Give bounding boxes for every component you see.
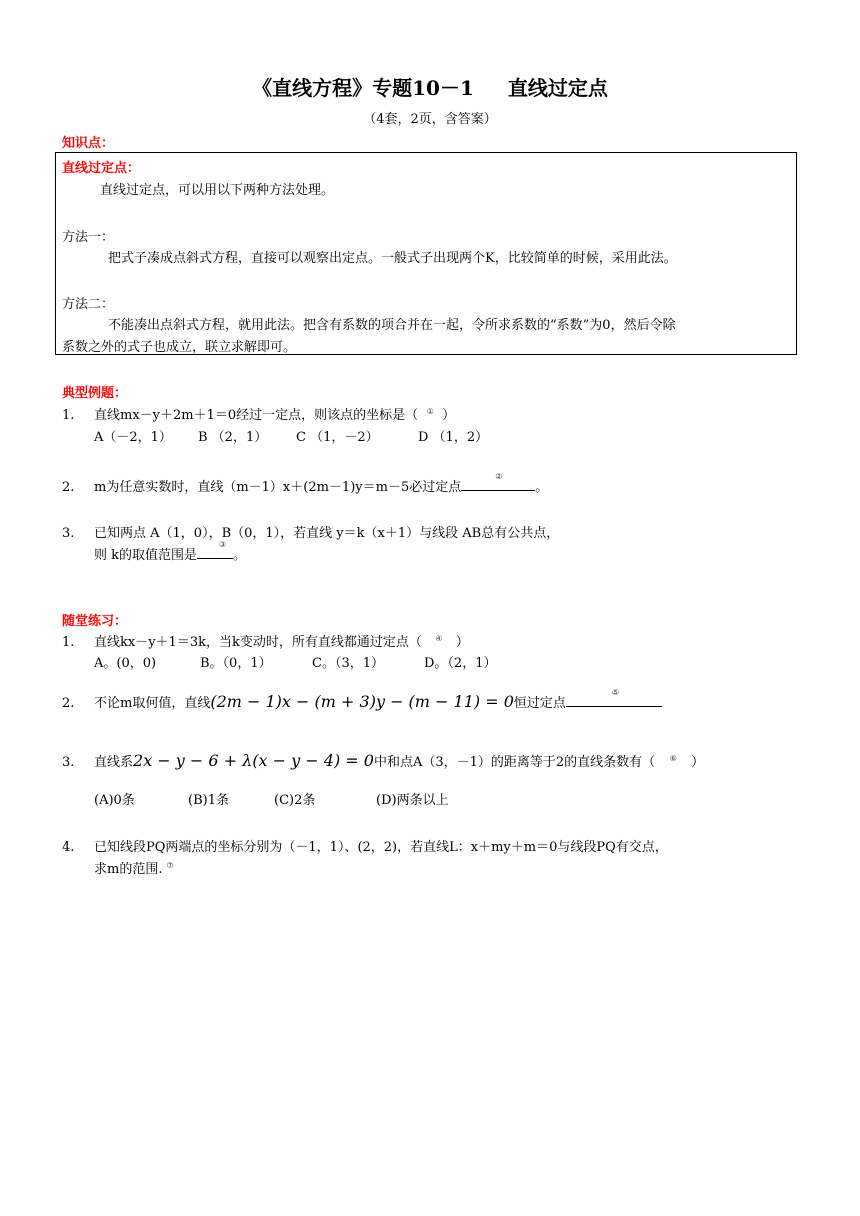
example-1-option-b: B （2，1） [198,430,268,445]
practice-2-post: 恒过定点 [513,696,566,711]
example-1 [62,404,455,423]
practice-3-mark: ⑥ [669,753,677,763]
practice-1 [62,631,469,650]
example-3-line2 [94,540,247,563]
example-2 [62,472,549,495]
practice-2-number: 2. [62,696,75,711]
practice-3-options [94,789,449,808]
knowledge-box-heading: 直线过定点： [62,161,141,176]
practice-2-equation: (2m − 1)x − (m + 3)y − (m − 11) = 0 [210,692,514,711]
example-1-text: 直线mx－y＋2m＋1＝0经过一定点，则该点的坐标是（ [94,408,419,423]
example-2-end: 。 [535,480,549,495]
practice-3 [62,751,704,770]
example-2-text: m为任意实数时，直线（m－1）x＋(2m－1)y＝m－5必过定点 [94,480,462,495]
method2-label: 方法二： [62,297,115,312]
practice-heading: 随堂练习： [62,614,128,629]
practice-3-option-b: (B)1条 [188,793,229,808]
example-3-number: 3. [62,526,75,541]
practice-3-post: 中和点A（3，－1）的距离等于2的直线条数有（ [373,755,656,770]
practice-3-option-a: (A)0条 [94,793,135,808]
practice-1-option-b: B。（0，1） [200,656,272,671]
practice-4-text2: 求m的范围. [94,862,163,877]
method2-text-line1: 不能凑出点斜式方程，就用此法。把含有系数的项合并在一起，令所求系数的“系数”为0，然后令除 [108,318,676,333]
practice-1-option-d: D。（2，1） [424,656,497,671]
knowledge-intro: 直线过定点，可以用以下两种方法处理。 [100,183,335,198]
practice-4-line2 [94,858,174,877]
practice-3-option-c: (C)2条 [274,793,316,808]
title-main: 《直线方程》专题10－1 [252,76,474,100]
practice-4 [62,836,668,855]
practice-2 [62,688,662,711]
practice-4-text: 已知线段PQ两端点的坐标分别为（－1，1）、(2，2)，若直线L：x＋my＋m＝0与线段PQ有交点， [94,840,668,855]
example-2-number: 2. [62,480,75,495]
practice-2-mark: ⑤ [611,688,620,697]
practice-3-number: 3. [62,755,75,770]
knowledge-heading: 知识点： [62,136,115,151]
example-2-blank [461,472,535,491]
example-3-text2: 则 k的取值范围是 [94,548,198,563]
practice-1-close: ） [455,635,469,650]
page-title [0,72,860,101]
example-1-close: ） [442,408,456,423]
example-1-number: 1. [62,408,75,423]
practice-4-mark: ⑦ [166,860,174,870]
knowledge-box [55,152,797,355]
practice-3-pre: 直线系 [94,755,134,770]
practice-1-number: 1. [62,635,75,650]
method1-label: 方法一： [62,230,115,245]
example-3-text: 已知两点 A（1，0），B（0，1），若直线 y＝k（x＋1）与线段 AB总有公共点， [94,526,560,541]
method2-text-line2: 系数之外的式子也成立，联立求解即可。 [62,340,297,355]
example-2-mark: ② [495,472,503,481]
example-1-option-a: A（－2，1） [94,430,172,445]
practice-1-mark: ④ [435,633,443,643]
practice-1-text: 直线kx－y＋1＝3k，当k变动时，所有直线都通过定点（ [94,635,422,650]
practice-4-number: 4. [62,840,75,855]
practice-2-blank [566,688,662,707]
example-1-mark: ① [426,406,434,416]
practice-2-pre: 不论m取何值，直线 [94,696,211,711]
title-sub: 直线过定点 [507,76,608,100]
page-subtitle: （4套，2页，含答案） [363,112,497,127]
method1-text: 把式子凑成点斜式方程，直接可以观察出定点。一般式子出现两个K，比较简单的时候，采用此法。 [108,251,677,266]
practice-3-close: ） [691,755,705,770]
practice-3-option-d: (D)两条以上 [376,793,449,808]
example-3-end: 。 [233,548,247,563]
example-3-blank [197,540,233,559]
example-3 [62,522,559,541]
practice-1-option-a: A。(0，0) [94,656,157,671]
practice-1-option-c: C。（3，1） [312,656,384,671]
practice-3-equation: 2x − y − 6 + λ(x − y − 4) = 0 [133,751,374,770]
practice-1-options [94,652,496,671]
example-1-option-c: C （1，－2） [296,430,379,445]
example-1-options [94,426,488,445]
examples-heading: 典型例题： [62,386,128,401]
example-3-mark: ③ [219,540,227,549]
example-1-option-d: D （1，2） [418,430,489,445]
